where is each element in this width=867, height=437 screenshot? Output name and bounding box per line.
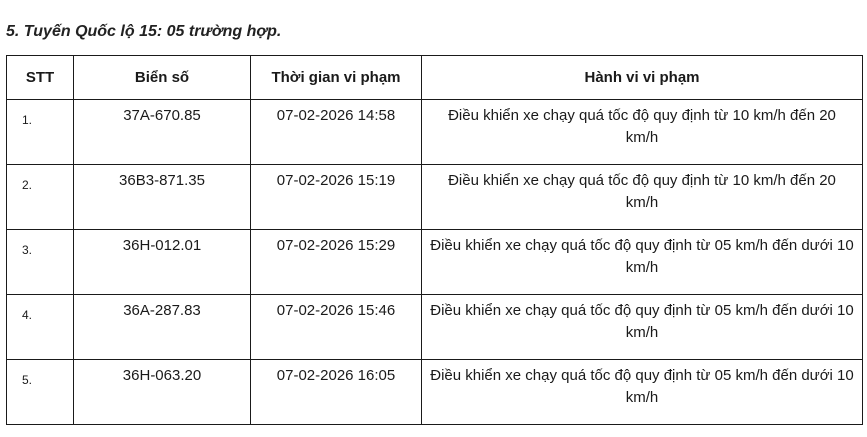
- table-row: [7, 165, 863, 230]
- header-stt: STT: [7, 56, 74, 100]
- cell-time: 07-02-2026 15:29: [251, 230, 422, 295]
- table-body: [7, 100, 863, 425]
- cell-time: 07-02-2026 14:58: [251, 100, 422, 165]
- cell-plate: 37A-670.85: [74, 100, 251, 165]
- cell-time: 07-02-2026 16:05: [251, 360, 422, 425]
- cell-behavior: Điều khiển xe chạy quá tốc độ quy định từ 05 km/h đến dưới 10 km/h: [422, 230, 863, 295]
- section-heading: 5. Tuyến Quốc lộ 15: 05 trường hợp.: [6, 23, 282, 40]
- cell-plate: 36H-012.01: [74, 230, 251, 295]
- violations-table: [6, 55, 863, 425]
- cell-stt: 3.: [7, 230, 74, 295]
- cell-plate: 36A-287.83: [74, 295, 251, 360]
- cell-stt: 1.: [7, 100, 74, 165]
- cell-behavior: Điều khiển xe chạy quá tốc độ quy định từ 10 km/h đến 20 km/h: [422, 165, 863, 230]
- table-row: [7, 100, 863, 165]
- cell-time: 07-02-2026 15:46: [251, 295, 422, 360]
- table-row: [7, 295, 863, 360]
- table-row: [7, 360, 863, 425]
- cell-behavior: Điều khiển xe chạy quá tốc độ quy định từ 05 km/h đến dưới 10 km/h: [422, 360, 863, 425]
- cell-plate: 36B3-871.35: [74, 165, 251, 230]
- cell-stt: 2.: [7, 165, 74, 230]
- cell-behavior: Điều khiển xe chạy quá tốc độ quy định từ 05 km/h đến dưới 10 km/h: [422, 295, 863, 360]
- table-header: [7, 56, 863, 100]
- table-row: [7, 230, 863, 295]
- cell-stt: 5.: [7, 360, 74, 425]
- header-row: [7, 56, 863, 100]
- header-plate: Biển số: [74, 56, 251, 100]
- header-time: Thời gian vi phạm: [251, 56, 422, 100]
- cell-behavior: Điều khiển xe chạy quá tốc độ quy định từ 10 km/h đến 20 km/h: [422, 100, 863, 165]
- header-behavior: Hành vi vi phạm: [422, 56, 863, 100]
- cell-time: 07-02-2026 15:19: [251, 165, 422, 230]
- cell-plate: 36H-063.20: [74, 360, 251, 425]
- cell-stt: 4.: [7, 295, 74, 360]
